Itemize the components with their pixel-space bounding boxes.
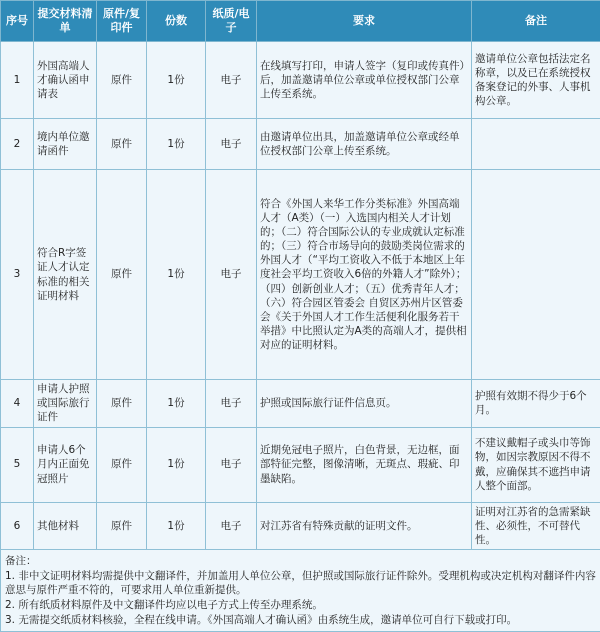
row-copies: 1份	[147, 502, 206, 550]
notes-row	[1, 550, 600, 632]
row-remark: 不建议戴帽子或头巾等饰物，如因宗教原因不得不戴，应确保其不遮挡申请人整个面部。	[472, 427, 600, 502]
table-row	[1, 427, 600, 502]
note-item: 1. 非中文证明材料均需提供中文翻译件，并加盖用人单位公章，但护照或国际旅行证件除外。受理机构或决定机构对翻译件内容意思与原件严重不符的，可要求用人单位重新提供。	[5, 569, 596, 598]
row-requirement: 符合《外国人来华工作分类标准》外国高端人才（A类）（一）入选国内相关人才计划的；（二）符合国际公认的专业成就认定标准的；（三）符合市场导向的鼓励类岗位需求的外国人才（“平均工资收入不低于本地区上年度社会平均工资收入6倍的外籍人才”除外）；（四）创新创业人才；（五）优秀青年人才；（六）符合园区管委会 自贸区苏州片区管委会《关于外国人才工作生活便利化服务若干举措》中比照认定为A类的高端人才，提供相对应的证明材料。	[257, 170, 472, 380]
table-row	[1, 502, 600, 550]
row-seq: 6	[1, 502, 34, 550]
row-media: 电子	[206, 119, 257, 170]
row-original: 原件	[97, 502, 147, 550]
row-media: 电子	[206, 502, 257, 550]
row-remark: 邀请单位公章包括法定名称章，以及已在系统授权备案登记的外事、人事机构公章。	[472, 42, 600, 119]
table-row	[1, 380, 600, 428]
row-material-name: 申请人护照或国际旅行证件	[34, 380, 97, 428]
row-media: 电子	[206, 427, 257, 502]
notes-cell	[1, 550, 600, 632]
row-remark: 护照有效期不得少于6个月。	[472, 380, 600, 428]
row-original: 原件	[97, 380, 147, 428]
header-media: 纸质/电子	[206, 1, 257, 42]
row-remark: 证明对江苏省的急需紧缺性、必须性，不可替代性。	[472, 502, 600, 550]
row-requirement: 在线填写打印，申请人签字（复印或传真件）后，加盖邀请单位公章或单位授权部门公章上传至系统。	[257, 42, 472, 119]
table-row	[1, 42, 600, 119]
row-copies: 1份	[147, 170, 206, 380]
header-seq: 序号	[1, 1, 34, 42]
note-item: 3. 无需提交纸质材料核验，全程在线申请。《外国高端人才确认函》由系统生成，邀请单位可自行下载或打印。	[5, 613, 596, 628]
header-copies: 份数	[147, 1, 206, 42]
row-original: 原件	[97, 427, 147, 502]
row-material-name: 符合R字签证人才认定标准的相关证明材料	[34, 170, 97, 380]
row-copies: 1份	[147, 427, 206, 502]
row-material-name: 其他材料	[34, 502, 97, 550]
row-requirement: 近期免冠电子照片，白色背景，无边框，面部特征完整，图像清晰，无斑点、瑕疵、印墨缺陷。	[257, 427, 472, 502]
row-remark	[472, 170, 600, 380]
row-material-name: 外国高端人才确认函申请表	[34, 42, 97, 119]
row-requirement: 护照或国际旅行证件信息页。	[257, 380, 472, 428]
header-original-copy: 原件/复印件	[97, 1, 147, 42]
table-row	[1, 119, 600, 170]
row-seq: 2	[1, 119, 34, 170]
row-media: 电子	[206, 42, 257, 119]
row-original: 原件	[97, 170, 147, 380]
header-remarks: 备注	[472, 1, 600, 42]
row-requirement: 对江苏省有特殊贡献的证明文件。	[257, 502, 472, 550]
row-original: 原件	[97, 42, 147, 119]
row-seq: 5	[1, 427, 34, 502]
row-material-name: 申请人6个月内正面免冠照片	[34, 427, 97, 502]
row-media: 电子	[206, 380, 257, 428]
row-seq: 4	[1, 380, 34, 428]
note-item: 2. 所有纸质材料原件及中文翻译件均应以电子方式上传至办理系统。	[5, 598, 596, 613]
header-material-name: 提交材料清单	[34, 1, 97, 42]
row-copies: 1份	[147, 380, 206, 428]
row-copies: 1份	[147, 119, 206, 170]
row-copies: 1份	[147, 42, 206, 119]
notes-title: 备注：	[5, 554, 596, 569]
table-row	[1, 170, 600, 380]
row-requirement: 由邀请单位出具，加盖邀请单位公章或经单位授权部门公章上传至系统。	[257, 119, 472, 170]
table-header-row	[1, 1, 600, 42]
row-original: 原件	[97, 119, 147, 170]
row-remark	[472, 119, 600, 170]
row-seq: 1	[1, 42, 34, 119]
row-seq: 3	[1, 170, 34, 380]
row-material-name: 境内单位邀请函件	[34, 119, 97, 170]
row-media: 电子	[206, 170, 257, 380]
header-requirements: 要求	[257, 1, 472, 42]
